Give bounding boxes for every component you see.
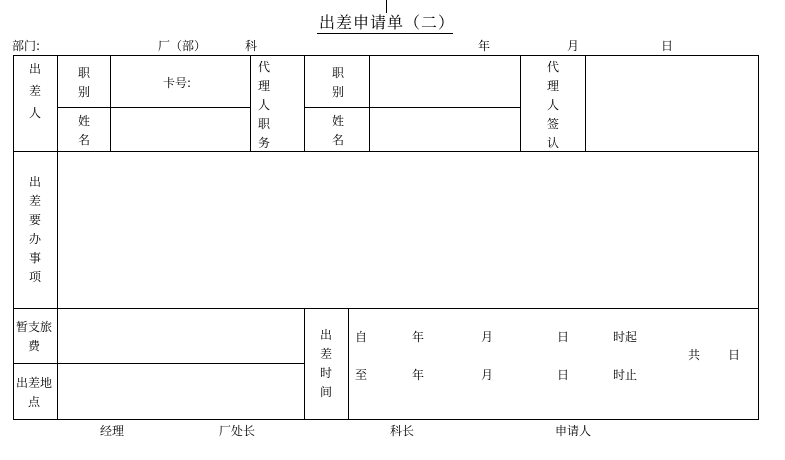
advance-label: 暂支旅费 (16, 320, 53, 353)
col-line-3 (304, 55, 305, 152)
col-line-time-left (304, 308, 305, 420)
header-year-label: 年 (478, 39, 491, 53)
section-chief-label: 科长 (390, 424, 415, 438)
agent-job-label: 职别 (331, 66, 344, 99)
position-label: 职别 (77, 66, 90, 99)
time-label: 出差时间 (319, 328, 332, 399)
to-year-label: 年 (412, 368, 425, 382)
director-label: 厂处长 (219, 424, 256, 438)
table-left-border (13, 55, 14, 420)
row1-mid-left (57, 107, 250, 108)
to-day-label: 日 (557, 368, 570, 382)
start-label: 时起 (613, 330, 638, 344)
factory-label: 厂（部） (158, 39, 207, 53)
to-label: 至 (355, 368, 368, 382)
agent-sign-label: 代理人签认 (546, 60, 559, 150)
table-top-border (13, 55, 759, 56)
place-label: 出差地点 (16, 376, 53, 409)
from-year-label: 年 (412, 330, 425, 344)
total-label: 共 (688, 348, 701, 362)
table-right-border (758, 55, 759, 420)
col-line-2 (250, 55, 251, 152)
manager-label: 经理 (100, 424, 125, 438)
header-month-label: 月 (567, 39, 580, 53)
table-bottom-border (13, 419, 759, 420)
section-label: 科 (245, 39, 258, 53)
agent-name-label: 姓名 (331, 114, 344, 147)
total-day-label: 日 (728, 348, 741, 362)
from-month-label: 月 (481, 330, 494, 344)
end-label: 时止 (613, 368, 638, 382)
applicant-label: 申请人 (555, 424, 592, 438)
col-line-5 (520, 55, 521, 152)
traveler-label: 出差人 (28, 62, 41, 120)
from-label: 自 (355, 330, 368, 344)
matters-label: 出差要办事项 (28, 175, 41, 284)
row-separator-2 (13, 308, 759, 309)
to-month-label: 月 (481, 368, 494, 382)
form-title: 出差申请单（二） (319, 13, 456, 32)
col-line-time-right (348, 308, 349, 420)
from-day-label: 日 (557, 330, 570, 344)
agent-position-label: 代理人职务 (257, 60, 270, 150)
col-line-1 (110, 55, 111, 152)
row1-mid-right (304, 107, 520, 108)
title-underline (317, 33, 453, 34)
name-label: 姓名 (77, 114, 90, 147)
header-day-label: 日 (661, 39, 674, 53)
col-line-label (57, 55, 58, 420)
dept-label: 部门: (12, 39, 41, 53)
card-label: 卡号: (163, 76, 192, 90)
row-separator-1 (13, 151, 759, 152)
col-line-6 (585, 55, 586, 152)
col-line-4 (369, 55, 370, 152)
cursor-marker (386, 0, 387, 13)
